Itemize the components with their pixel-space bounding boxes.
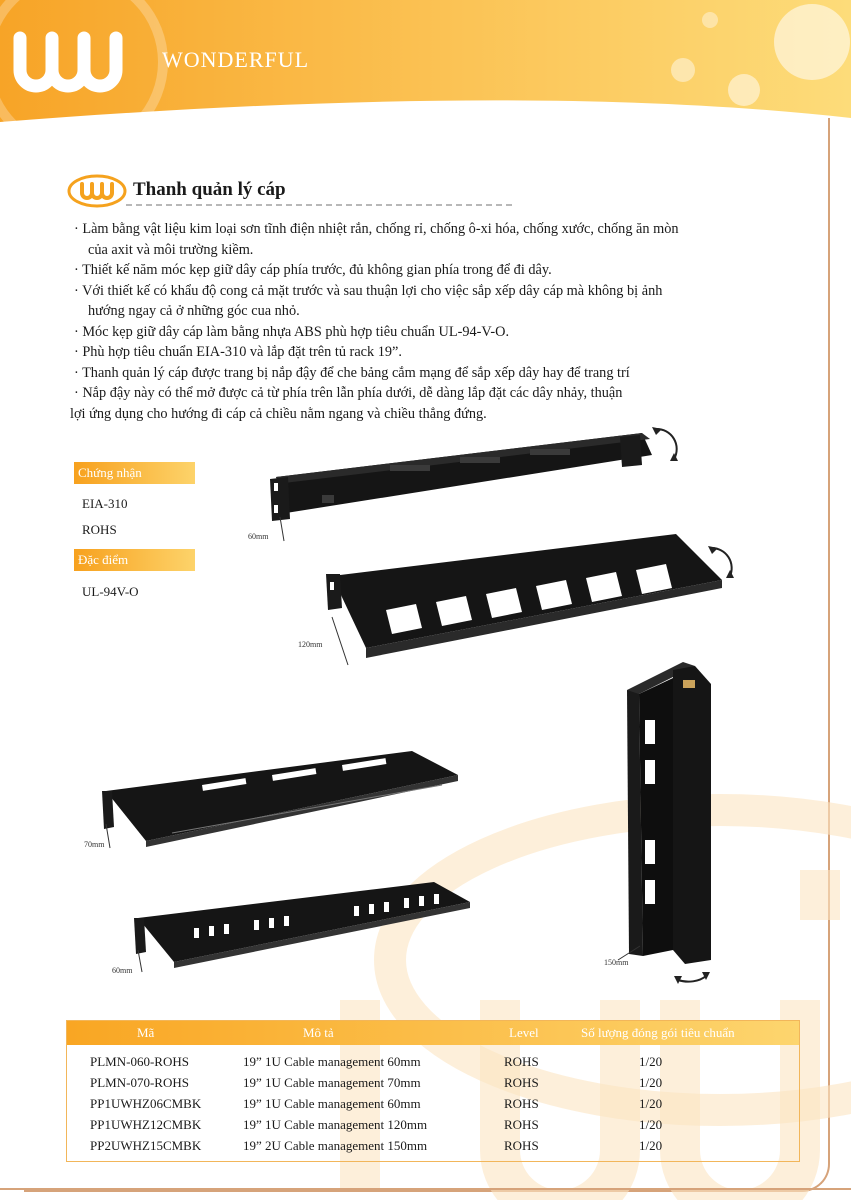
cell-level: ROHS xyxy=(504,1138,539,1153)
column-header: Mã xyxy=(137,1025,155,1040)
dimension-label: 60mm xyxy=(248,532,269,541)
cell-quantity: 1/20 xyxy=(639,1138,663,1153)
product-image-1u-60mm xyxy=(270,425,690,525)
section-header xyxy=(66,174,466,210)
dimension-marker xyxy=(614,940,644,964)
list-item: · Móc kẹp giữ dây cáp làm bằng nhựa ABS phù hợp tiêu chuẩn UL-94-V-O. xyxy=(74,323,510,340)
cell-description: 19” 1U Cable management 70mm xyxy=(243,1075,421,1090)
title-underline xyxy=(126,204,512,206)
cell-code: PLMN-060-ROHS xyxy=(90,1054,189,1069)
cell-level: ROHS xyxy=(504,1096,539,1111)
cell-description: 19” 1U Cable management 60mm xyxy=(243,1096,421,1111)
dimension-label: 60mm xyxy=(112,966,133,975)
feature-list xyxy=(70,219,814,424)
cell-description: 19” 1U Cable management 120mm xyxy=(243,1117,428,1132)
column-header: Level xyxy=(509,1025,539,1040)
dimension-marker xyxy=(132,948,152,976)
rotate-arrow-icon xyxy=(672,962,712,988)
bottom-rule xyxy=(0,1188,851,1190)
section-title: Thanh quản lý cáp xyxy=(133,179,286,200)
cell-quantity: 1/20 xyxy=(639,1117,663,1132)
cell-code: PLMN-070-ROHS xyxy=(90,1075,189,1090)
table-row xyxy=(67,1138,799,1159)
cert-heading: Chứng nhận xyxy=(74,462,195,484)
feature-heading: Đặc điểm xyxy=(74,549,195,571)
table-row xyxy=(67,1075,799,1096)
cell-code: PP1UWHZ12CMBK xyxy=(90,1117,202,1132)
brand-name: WONDERFUL xyxy=(162,47,310,72)
list-item: · Nắp đậy này có thể mở được cả từ phía trên lẫn phía dưới, dễ dàng lắp đặt các dây nhảy, thuận xyxy=(74,385,623,401)
wonderful-logo-icon xyxy=(66,174,128,208)
dimension-label: 70mm xyxy=(84,840,105,849)
dimension-marker xyxy=(270,515,290,545)
cell-description: 19” 1U Cable management 60mm xyxy=(243,1054,421,1069)
cell-level: ROHS xyxy=(504,1075,539,1090)
cell-level: ROHS xyxy=(504,1117,539,1132)
dimension-label: 150mm xyxy=(604,958,629,967)
rotate-arrow-icon xyxy=(648,425,682,465)
list-item: · Thanh quản lý cáp được trang bị nắp đậy để che bảng cắm mạng để sắp xếp dây hay để trang trí xyxy=(74,364,630,381)
product-image-1u-120mm xyxy=(326,530,726,670)
product-image-2u-150mm-vertical xyxy=(615,660,725,970)
dimension-marker xyxy=(326,615,356,669)
dimension-label: 120mm xyxy=(298,640,323,649)
list-item: · Thiết kế năm móc kẹp giữ dây cáp phía trước, đủ không gian phía trong để đi dây. xyxy=(74,262,552,278)
cert-item: EIA-310 xyxy=(82,496,128,511)
list-item: · Làm bằng vật liệu kim loại sơn tĩnh điện nhiệt rắn, chống rỉ, chống ô-xi hóa, chống xước, chống ăn mòn xyxy=(74,221,679,237)
dimension-marker xyxy=(100,822,120,852)
product-image-1u-70mm xyxy=(102,745,462,855)
table-row xyxy=(67,1054,799,1075)
table-header xyxy=(67,1021,799,1045)
list-item: · Phù hợp tiêu chuẩn EIA-310 và lắp đặt trên tủ rack 19”. xyxy=(74,344,402,360)
cell-description: 19” 2U Cable management 150mm xyxy=(243,1138,428,1153)
cell-code: PP2UWHZ15CMBK xyxy=(90,1138,202,1153)
cell-code: PP1UWHZ06CMBK xyxy=(90,1096,202,1111)
table-row xyxy=(67,1117,799,1138)
cell-level: ROHS xyxy=(504,1054,539,1069)
list-item: của axit và môi trường kiềm. xyxy=(88,241,254,258)
column-header: Mô tả xyxy=(303,1025,334,1040)
list-item: · Với thiết kế có khẩu độ cong cả mặt trước và sau thuận lợi cho việc sắp xếp dây cáp mà không bị ảnh xyxy=(74,282,663,299)
cert-item: ROHS xyxy=(82,522,117,537)
cell-quantity: 1/20 xyxy=(639,1096,663,1111)
table-row xyxy=(67,1096,799,1117)
product-image-1u-60mm-slotted xyxy=(134,878,474,978)
rotate-arrow-icon xyxy=(706,542,740,582)
list-item: lợi ứng dụng cho hướng đi cáp cả chiều nằm ngang và chiều thẳng đứng. xyxy=(70,405,487,422)
column-header: Số lượng đóng gói tiêu chuẩn xyxy=(581,1025,735,1040)
product-table xyxy=(66,1020,800,1162)
cell-quantity: 1/20 xyxy=(639,1054,663,1069)
cell-quantity: 1/20 xyxy=(639,1075,663,1090)
wonderful-logo-icon xyxy=(0,18,150,108)
feature-item: UL-94V-O xyxy=(82,584,139,599)
list-item: hướng ngay cả ở những góc cua nhỏ. xyxy=(88,303,300,319)
